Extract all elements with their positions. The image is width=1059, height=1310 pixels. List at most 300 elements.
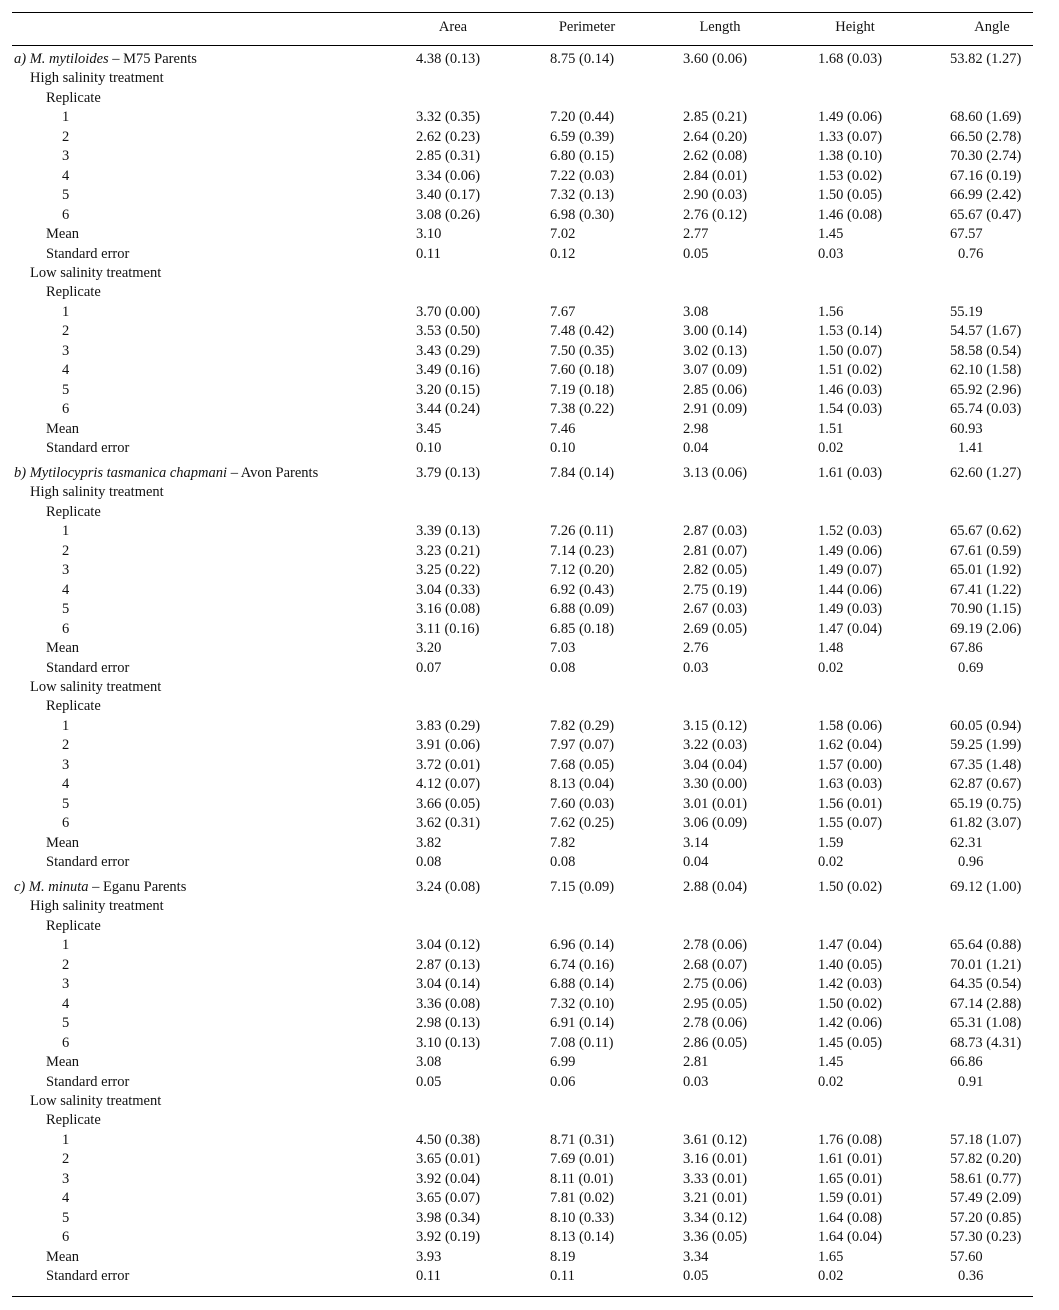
treatment-label: High salinity treatment — [30, 484, 164, 500]
header-rule — [12, 45, 1033, 46]
cell-height: 1.46 (0.08) — [818, 207, 883, 223]
cell-perimeter: 6.88 (0.14) — [550, 976, 615, 992]
se-row — [12, 1267, 1033, 1286]
rep-label: 4 — [62, 1190, 70, 1206]
cell-area: 3.65 (0.01) — [416, 1151, 481, 1167]
rep-row — [12, 1170, 1033, 1189]
cell-angle: 59.25 (1.99) — [950, 737, 1022, 753]
cell-area: 0.10 — [416, 440, 442, 456]
col-header-height: Height — [835, 19, 875, 35]
cell-length: 3.00 (0.14) — [683, 323, 748, 339]
cell-angle: 57.20 (0.85) — [950, 1210, 1022, 1226]
sub-label: Replicate — [46, 504, 101, 520]
cell-perimeter: 7.14 (0.23) — [550, 543, 615, 559]
cell-perimeter: 7.60 (0.03) — [550, 796, 615, 812]
treatment-row — [12, 1092, 1033, 1111]
cell-area: 3.25 (0.22) — [416, 562, 481, 578]
cell-perimeter: 0.10 — [550, 440, 576, 456]
cell-length: 2.75 (0.19) — [683, 582, 748, 598]
cell-height: 1.49 (0.06) — [818, 109, 883, 125]
cell-height: 1.62 (0.04) — [818, 737, 883, 753]
cell-area: 3.08 — [416, 1054, 442, 1070]
rep-label: 6 — [62, 207, 70, 223]
cell-height: 1.59 (0.01) — [818, 1190, 883, 1206]
cell-length: 2.75 (0.06) — [683, 976, 748, 992]
cell-perimeter: 7.38 (0.22) — [550, 401, 615, 417]
cell-angle: 62.60 (1.27) — [950, 465, 1022, 481]
cell-angle: 66.99 (2.42) — [950, 187, 1022, 203]
cell-height: 1.61 (0.03) — [818, 465, 883, 481]
cell-area: 3.92 (0.19) — [416, 1229, 481, 1245]
section-prefix: b) — [14, 465, 30, 481]
rep-row — [12, 522, 1033, 541]
mean-row — [12, 1248, 1033, 1267]
cell-angle: 67.16 (0.19) — [950, 168, 1022, 184]
rep-row — [12, 736, 1033, 755]
cell-angle: 70.30 (2.74) — [950, 148, 1022, 164]
cell-height: 1.47 (0.04) — [818, 621, 883, 637]
cell-area: 3.34 (0.06) — [416, 168, 481, 184]
cell-angle: 55.19 — [950, 304, 983, 320]
rep-label: 6 — [62, 621, 70, 637]
cell-height: 1.76 (0.08) — [818, 1132, 883, 1148]
cell-angle: 0.36 — [958, 1268, 984, 1284]
cell-area: 3.53 (0.50) — [416, 323, 481, 339]
se-label: Standard error — [46, 440, 130, 456]
cell-area: 3.82 — [416, 835, 442, 851]
cell-area: 3.23 (0.21) — [416, 543, 481, 559]
cell-length: 2.91 (0.09) — [683, 401, 748, 417]
cell-area: 3.66 (0.05) — [416, 796, 481, 812]
rep-label: 3 — [62, 976, 70, 992]
cell-angle: 67.57 — [950, 226, 983, 242]
cell-length: 3.16 (0.01) — [683, 1151, 748, 1167]
cell-angle: 57.30 (0.23) — [950, 1229, 1022, 1245]
treatment-label: High salinity treatment — [30, 70, 164, 86]
cell-angle: 53.82 (1.27) — [950, 51, 1022, 67]
col-header-angle: Angle — [974, 19, 1010, 35]
bottom-rule — [12, 1296, 1033, 1297]
cell-height: 1.64 (0.04) — [818, 1229, 883, 1245]
se-label: Standard error — [46, 1268, 130, 1284]
cell-angle: 65.67 (0.62) — [950, 523, 1022, 539]
cell-length: 2.85 (0.06) — [683, 382, 748, 398]
cell-perimeter: 8.11 (0.01) — [550, 1171, 614, 1187]
cell-area: 3.45 — [416, 421, 442, 437]
cell-area: 2.98 (0.13) — [416, 1015, 481, 1031]
cell-length: 2.76 (0.12) — [683, 207, 748, 223]
cell-perimeter: 7.03 — [550, 640, 576, 656]
rep-row — [12, 795, 1033, 814]
rep-label: 2 — [62, 737, 70, 753]
cell-height: 0.03 — [818, 246, 844, 262]
cell-perimeter: 7.02 — [550, 226, 576, 242]
cell-area: 3.92 (0.04) — [416, 1171, 481, 1187]
cell-area: 3.72 (0.01) — [416, 757, 481, 773]
se-label: Standard error — [46, 246, 130, 262]
mean-label: Mean — [46, 640, 80, 656]
cell-angle: 0.69 — [958, 660, 984, 676]
se-label: Standard error — [46, 660, 130, 676]
cell-height: 1.50 (0.02) — [818, 996, 883, 1012]
cell-perimeter: 0.12 — [550, 246, 576, 262]
cell-area: 3.04 (0.14) — [416, 976, 481, 992]
cell-length: 3.07 (0.09) — [683, 362, 748, 378]
cell-perimeter: 7.50 (0.35) — [550, 343, 615, 359]
rep-row — [12, 717, 1033, 736]
cell-height: 1.49 (0.07) — [818, 562, 883, 578]
cell-length: 2.76 — [683, 640, 709, 656]
rep-label: 3 — [62, 1171, 70, 1187]
cell-angle: 68.60 (1.69) — [950, 109, 1022, 125]
cell-angle: 60.05 (0.94) — [950, 718, 1022, 734]
cell-angle: 65.67 (0.47) — [950, 207, 1022, 223]
cell-length: 2.86 (0.05) — [683, 1035, 748, 1051]
cell-length: 2.82 (0.05) — [683, 562, 748, 578]
cell-height: 1.49 (0.03) — [818, 601, 883, 617]
se-row — [12, 659, 1033, 678]
cell-angle: 0.91 — [958, 1074, 984, 1090]
cell-length: 3.04 (0.04) — [683, 757, 748, 773]
rep-row — [12, 1034, 1033, 1053]
cell-height: 1.44 (0.06) — [818, 582, 883, 598]
rep-label: 5 — [62, 1015, 70, 1031]
rep-row — [12, 1228, 1033, 1247]
cell-height: 1.59 — [818, 835, 844, 851]
rep-row — [12, 542, 1033, 561]
cell-angle: 62.31 — [950, 835, 983, 851]
cell-length: 2.69 (0.05) — [683, 621, 748, 637]
cell-angle: 70.90 (1.15) — [950, 601, 1022, 617]
cell-angle: 57.18 (1.07) — [950, 1132, 1022, 1148]
cell-perimeter: 8.10 (0.33) — [550, 1210, 615, 1226]
cell-angle: 66.86 — [950, 1054, 983, 1070]
cell-angle: 65.31 (1.08) — [950, 1015, 1022, 1031]
cell-length: 0.03 — [683, 660, 709, 676]
cell-height: 1.68 (0.03) — [818, 51, 883, 67]
cell-area: 3.98 (0.34) — [416, 1210, 481, 1226]
population-name: – Eganu Parents — [88, 879, 187, 895]
rep-label: 1 — [62, 109, 70, 125]
cell-length: 2.64 (0.20) — [683, 129, 748, 145]
cell-perimeter: 7.82 (0.29) — [550, 718, 615, 734]
cell-height: 1.64 (0.08) — [818, 1210, 883, 1226]
cell-area: 3.04 (0.12) — [416, 937, 481, 953]
rep-label: 6 — [62, 401, 70, 417]
rep-label: 6 — [62, 815, 70, 831]
cell-height: 0.02 — [818, 854, 844, 870]
mean-label: Mean — [46, 421, 80, 437]
rep-label: 1 — [62, 1132, 70, 1148]
cell-height: 1.54 (0.03) — [818, 401, 883, 417]
cell-length: 3.60 (0.06) — [683, 51, 748, 67]
cell-perimeter: 7.48 (0.42) — [550, 323, 615, 339]
cell-length: 0.05 — [683, 1268, 709, 1284]
cell-angle: 66.50 (2.78) — [950, 129, 1022, 145]
cell-angle: 0.96 — [958, 854, 984, 870]
cell-length: 2.68 (0.07) — [683, 957, 748, 973]
cell-perimeter: 7.68 (0.05) — [550, 757, 615, 773]
cell-height: 1.33 (0.07) — [818, 129, 883, 145]
mean-row — [12, 420, 1033, 439]
treatment-row — [12, 264, 1033, 283]
cell-perimeter: 6.99 — [550, 1054, 576, 1070]
cell-height: 1.53 (0.02) — [818, 168, 883, 184]
section-label — [14, 50, 197, 69]
rep-row — [12, 1150, 1033, 1169]
species-name: Mytilocypris tasmanica chapmani — [29, 465, 228, 481]
cell-perimeter: 6.74 (0.16) — [550, 957, 615, 973]
sub-row — [12, 89, 1033, 108]
cell-angle: 62.87 (0.67) — [950, 776, 1022, 792]
rep-row — [12, 1189, 1033, 1208]
cell-length: 3.36 (0.05) — [683, 1229, 748, 1245]
cell-length: 3.21 (0.01) — [683, 1190, 748, 1206]
cell-height: 1.53 (0.14) — [818, 323, 883, 339]
cell-angle: 69.12 (1.00) — [950, 879, 1022, 895]
rep-label: 4 — [62, 362, 70, 378]
rep-label: 2 — [62, 129, 70, 145]
cell-height: 0.02 — [818, 440, 844, 456]
cell-area: 3.93 — [416, 1249, 442, 1265]
sub-row — [12, 283, 1033, 302]
rep-row — [12, 975, 1033, 994]
cell-length: 3.08 — [683, 304, 709, 320]
cell-length: 0.04 — [683, 440, 709, 456]
cell-perimeter: 7.46 — [550, 421, 576, 437]
cell-angle: 0.76 — [958, 246, 984, 262]
rep-label: 5 — [62, 796, 70, 812]
mean-row — [12, 225, 1033, 244]
rep-label: 4 — [62, 168, 70, 184]
cell-angle: 65.64 (0.88) — [950, 937, 1022, 953]
rep-row — [12, 147, 1033, 166]
cell-height: 1.45 — [818, 1054, 844, 1070]
cell-length: 2.62 (0.08) — [683, 148, 748, 164]
cell-height: 1.38 (0.10) — [818, 148, 883, 164]
cell-area: 4.50 (0.38) — [416, 1132, 481, 1148]
cell-length: 2.81 — [683, 1054, 709, 1070]
cell-perimeter: 0.08 — [550, 854, 576, 870]
rep-label: 6 — [62, 1035, 70, 1051]
se-row — [12, 853, 1033, 872]
treatment-row — [12, 483, 1033, 502]
rep-row — [12, 128, 1033, 147]
cell-area: 3.40 (0.17) — [416, 187, 481, 203]
cell-length: 2.87 (0.03) — [683, 523, 748, 539]
cell-perimeter: 7.97 (0.07) — [550, 737, 615, 753]
rep-row — [12, 620, 1033, 639]
sub-label: Replicate — [46, 918, 101, 934]
cell-length: 2.77 — [683, 226, 709, 242]
cell-length: 3.06 (0.09) — [683, 815, 748, 831]
rep-label: 5 — [62, 382, 70, 398]
rep-row — [12, 206, 1033, 225]
cell-length: 3.22 (0.03) — [683, 737, 748, 753]
cell-area: 0.07 — [416, 660, 442, 676]
rep-label: 3 — [62, 757, 70, 773]
rep-row — [12, 561, 1033, 580]
cell-angle: 60.93 — [950, 421, 983, 437]
section-prefix: c) — [14, 879, 29, 895]
cell-height: 1.51 — [818, 421, 844, 437]
cell-area: 3.65 (0.07) — [416, 1190, 481, 1206]
cell-height: 0.02 — [818, 660, 844, 676]
cell-height: 1.46 (0.03) — [818, 382, 883, 398]
cell-area: 3.11 (0.16) — [416, 621, 480, 637]
cell-angle: 69.19 (2.06) — [950, 621, 1022, 637]
cell-area: 3.70 (0.00) — [416, 304, 481, 320]
species-name: M. minuta — [28, 879, 89, 895]
cell-angle: 54.57 (1.67) — [950, 323, 1022, 339]
mean-label: Mean — [46, 1249, 80, 1265]
cell-area: 2.87 (0.13) — [416, 957, 481, 973]
rep-row — [12, 1209, 1033, 1228]
rep-label: 1 — [62, 523, 70, 539]
rep-row — [12, 167, 1033, 186]
cell-height: 1.40 (0.05) — [818, 957, 883, 973]
treatment-row — [12, 69, 1033, 88]
cell-area: 3.43 (0.29) — [416, 343, 481, 359]
cell-length: 3.14 — [683, 835, 709, 851]
cell-length: 3.01 (0.01) — [683, 796, 748, 812]
cell-angle: 67.41 (1.22) — [950, 582, 1022, 598]
cell-height: 1.45 (0.05) — [818, 1035, 883, 1051]
cell-height: 1.57 (0.00) — [818, 757, 883, 773]
cell-angle: 68.73 (4.31) — [950, 1035, 1022, 1051]
cell-length: 2.67 (0.03) — [683, 601, 748, 617]
treatment-label: Low salinity treatment — [30, 265, 162, 281]
rep-row — [12, 108, 1033, 127]
rep-row — [12, 936, 1033, 955]
cell-perimeter: 7.60 (0.18) — [550, 362, 615, 378]
cell-perimeter: 6.96 (0.14) — [550, 937, 615, 953]
header-row — [12, 18, 1033, 37]
cell-area: 0.11 — [416, 1268, 441, 1284]
cell-angle: 65.74 (0.03) — [950, 401, 1022, 417]
rep-label: 1 — [62, 718, 70, 734]
rep-label: 6 — [62, 1229, 70, 1245]
cell-perimeter: 6.80 (0.15) — [550, 148, 615, 164]
se-label: Standard error — [46, 1074, 130, 1090]
rep-label: 3 — [62, 562, 70, 578]
cell-height: 1.58 (0.06) — [818, 718, 883, 734]
rep-label: 2 — [62, 543, 70, 559]
rep-row — [12, 381, 1033, 400]
cell-perimeter: 6.91 (0.14) — [550, 1015, 615, 1031]
cell-perimeter: 8.19 — [550, 1249, 576, 1265]
cell-height: 1.65 (0.01) — [818, 1171, 883, 1187]
cell-length: 3.13 (0.06) — [683, 465, 748, 481]
cell-perimeter: 6.92 (0.43) — [550, 582, 615, 598]
cell-perimeter: 8.75 (0.14) — [550, 51, 615, 67]
rep-label: 1 — [62, 937, 70, 953]
section-label — [14, 878, 186, 897]
rep-label: 2 — [62, 957, 70, 973]
cell-perimeter: 8.13 (0.04) — [550, 776, 615, 792]
cell-angle: 57.82 (0.20) — [950, 1151, 1022, 1167]
rep-label: 3 — [62, 343, 70, 359]
rep-label: 3 — [62, 148, 70, 164]
rep-row — [12, 1131, 1033, 1150]
treatment-label: Low salinity treatment — [30, 679, 162, 695]
cell-height: 1.52 (0.03) — [818, 523, 883, 539]
cell-perimeter: 8.71 (0.31) — [550, 1132, 615, 1148]
rep-label: 4 — [62, 582, 70, 598]
rep-row — [12, 756, 1033, 775]
cell-angle: 57.60 — [950, 1249, 983, 1265]
cell-length: 3.02 (0.13) — [683, 343, 748, 359]
cell-area: 3.91 (0.06) — [416, 737, 481, 753]
cell-angle: 70.01 (1.21) — [950, 957, 1022, 973]
cell-area: 3.36 (0.08) — [416, 996, 481, 1012]
species-name: M. mytiloides — [29, 51, 109, 67]
rep-row — [12, 581, 1033, 600]
cell-area: 3.08 (0.26) — [416, 207, 481, 223]
se-row — [12, 439, 1033, 458]
top-rule — [12, 12, 1033, 13]
cell-length: 2.95 (0.05) — [683, 996, 748, 1012]
cell-length: 2.84 (0.01) — [683, 168, 748, 184]
section-row — [12, 878, 1033, 897]
rep-row — [12, 361, 1033, 380]
cell-length: 2.88 (0.04) — [683, 879, 748, 895]
cell-height: 1.42 (0.03) — [818, 976, 883, 992]
cell-length: 3.30 (0.00) — [683, 776, 748, 792]
rep-row — [12, 303, 1033, 322]
sub-row — [12, 503, 1033, 522]
cell-area: 3.39 (0.13) — [416, 523, 481, 539]
cell-length: 2.85 (0.21) — [683, 109, 748, 125]
col-header-length: Length — [699, 19, 741, 35]
section-prefix: a) — [14, 51, 30, 67]
col-header-perimeter: Perimeter — [558, 19, 616, 35]
rep-row — [12, 322, 1033, 341]
section-row — [12, 464, 1033, 483]
cell-area: 3.49 (0.16) — [416, 362, 481, 378]
cell-height: 0.02 — [818, 1268, 844, 1284]
cell-area: 0.05 — [416, 1074, 442, 1090]
se-row — [12, 245, 1033, 264]
cell-height: 1.50 (0.05) — [818, 187, 883, 203]
mean-row — [12, 834, 1033, 853]
mean-row — [12, 1053, 1033, 1072]
cell-angle: 65.19 (0.75) — [950, 796, 1022, 812]
cell-angle: 65.92 (2.96) — [950, 382, 1022, 398]
cell-height: 1.61 (0.01) — [818, 1151, 883, 1167]
cell-length: 3.61 (0.12) — [683, 1132, 748, 1148]
cell-area: 3.10 — [416, 226, 442, 242]
cell-angle: 65.01 (1.92) — [950, 562, 1022, 578]
cell-area: 3.62 (0.31) — [416, 815, 481, 831]
cell-area: 0.08 — [416, 854, 442, 870]
cell-perimeter: 6.88 (0.09) — [550, 601, 615, 617]
cell-area: 3.44 (0.24) — [416, 401, 481, 417]
sub-label: Replicate — [46, 90, 101, 106]
rep-row — [12, 814, 1033, 833]
cell-perimeter: 6.59 (0.39) — [550, 129, 615, 145]
cell-height: 1.48 — [818, 640, 844, 656]
sub-label: Replicate — [46, 698, 101, 714]
cell-length: 0.04 — [683, 854, 709, 870]
cell-perimeter: 7.32 (0.13) — [550, 187, 615, 203]
cell-angle: 58.58 (0.54) — [950, 343, 1022, 359]
rep-row — [12, 342, 1033, 361]
cell-height: 1.55 (0.07) — [818, 815, 883, 831]
rep-row — [12, 600, 1033, 619]
rep-row — [12, 995, 1033, 1014]
cell-perimeter: 7.22 (0.03) — [550, 168, 615, 184]
